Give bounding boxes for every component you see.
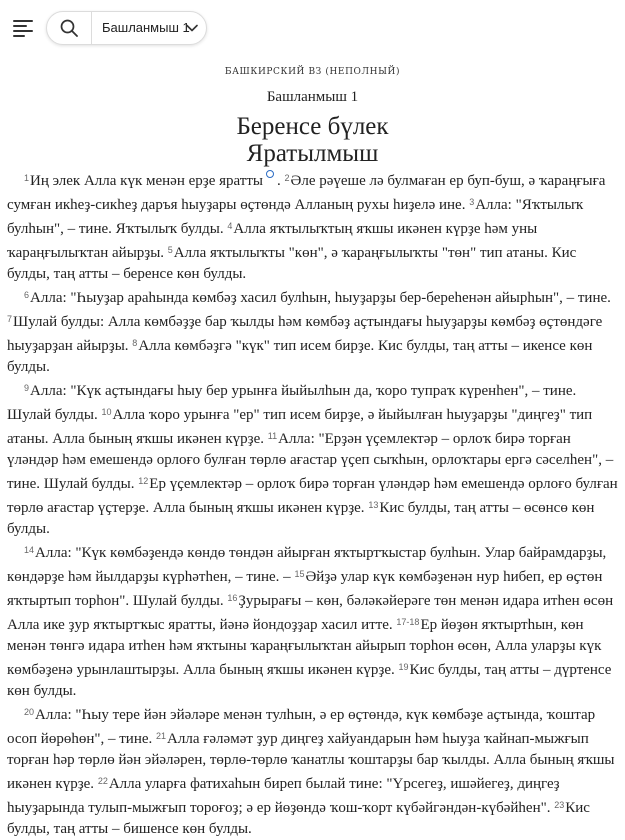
verse-text: Ер үҫемлектәр – орлоҡ бирә торған үләндәр һәм емешендә орлоғо булған төрлө ағастар үҫтерҙе. Алла бының яҡшы икәнен күрҙе. (7, 476, 618, 516)
paragraph (7, 168, 619, 285)
verse-text: Алла: "Яҡтылыҡ булһын", – тине. Яҡтылыҡ булды. (7, 197, 584, 237)
verse-text: Ер йөҙөн яҡтыртһын, көн менән төнгә идара итһен һәм яҡтыны ҡараңғылыҡтан айырып торһон өсөн, Алла уларҙы күк көмбәҙенә урынлаштырҙы. Алла бының яҡшы икәнен күрҙе. (7, 617, 602, 678)
verse-number: 5 (167, 245, 173, 255)
chapter-navigation (46, 11, 207, 45)
verse-number: 22 (97, 776, 108, 786)
verse-text: Алла: "Һыуҙар араһында көмбәҙ хасил булһын, һыуҙарҙы бер-береһенән айырһын", – тине. (30, 290, 611, 306)
chapter-heading: Башланмыш 1 (266, 89, 359, 105)
verse-number: 19 (398, 662, 409, 672)
text-fragment: . (276, 173, 285, 189)
verse-text: Әйҙә улар күк көмбәҙенән нур һибеп, ер өҫтөн яҡтыртып торһон". Шулай булды. (7, 569, 603, 609)
paragraph (7, 285, 619, 378)
verse-text: Алла уларға фатихаһын биреп былай тине: "Үрсегеҙ, ишәйегеҙ, диңгеҙ һыуҙарында тулып-мыжғып тороғоҙ; ә ер йөҙөндә ҡош-ҡорт күбәйгәндән-күбәйһен". (7, 776, 560, 816)
verse-number: 16 (227, 593, 238, 603)
verse-number: 17-18 (396, 617, 420, 627)
menu-icon[interactable] (12, 17, 34, 39)
paragraph (7, 702, 619, 840)
verse-number: 9 (24, 383, 30, 393)
chapter-selector-label: Башланмыш 1 (102, 20, 190, 35)
search-button[interactable] (47, 12, 91, 44)
verse-number: 2 (284, 173, 290, 183)
verse-number: 3 (469, 197, 475, 207)
verse-text: Ҙурырағы – көн, бәләкәйерәге төн менән идара итһен өсөн Алла ике ҙур яҡтыртҡыс яратты, йәнә йондоҙҙар хасил итте. (7, 593, 614, 633)
verse-text: Иң элек Алла күк менән ерҙе яратты (30, 173, 263, 189)
verse-number: 23 (554, 800, 565, 810)
chevron-down-icon (186, 24, 198, 32)
verse-text: Алла яҡтылыҡты "көн", ә ҡараңғылыҡты "төн" тип атаны. Кис булды, таң атты – беренсе көн булды. (7, 245, 577, 282)
verse-text: Кис булды, таң атты – бишенсе көн булды. (7, 800, 590, 837)
verse-number: 14 (24, 545, 35, 555)
section-title-line-1: Беренсе бүлек (236, 113, 389, 140)
verse-number: 10 (101, 407, 112, 417)
section-title (0, 113, 625, 167)
search-icon (60, 19, 78, 37)
verse-number: 11 (267, 431, 278, 441)
verse-text: Алла: "Күк көмбәҙендә көндө төндән айырған яҡтыртҡыстар булһын. Улар байрамдарҙы, көндәрҙе һәм йылдарҙы күрһәтһен, – тине. – (7, 545, 607, 585)
verse-text: Кис булды, таң атты – дүртенсе көн булды. (7, 662, 612, 699)
verse-text: Алла: "Һыу тере йән эйәләре менән тулһын, ә ер өҫтөндә, күк көмбәҙе аҫтында, ҡоштар осоп йөрөһөн", – тине. (7, 707, 596, 747)
section-title-line-2: Яратылмыш (246, 140, 379, 167)
verse-text: Алла: "Күк аҫтындағы һыу бер урынға йыйылһын да, ҡоро тупраҡ күренһен", – тине. Шулай булды. (7, 383, 577, 423)
paragraph (7, 378, 619, 540)
verse-text: Алла: "Ерҙән үҫемлектәр – орлоҡ бирә торған үләндәр һәм емешендә орлоғо булған төрлө ағастар үҫеп сыҡһын, орлоҡтары ергә сәселһен", – тине. Шулай булды. (7, 431, 614, 492)
verse-number: 1 (24, 173, 30, 183)
verse-number: 4 (227, 221, 233, 231)
footnote-marker-icon[interactable] (266, 170, 274, 178)
verse-number: 15 (294, 569, 305, 579)
verse-text: Алла ғәләмәт ҙур диңгеҙ хайуандарын һәм һыуҙа ҡайнап-мыжғып торған һәр төрлө йән эйәләрен, төрлө-төрлө ҡанатлы ҡоштарҙы бар ҡылды. Алла бының яҡшы икәнен күрҙе. (7, 731, 615, 792)
paragraph (7, 540, 619, 702)
bible-version-title: БАШКИРСКИЙ ВЗ (НЕПОЛНЫЙ) (224, 67, 401, 77)
chapter-selector[interactable] (92, 12, 206, 44)
verse-text: Кис булды, таң атты – өсөнсө көн булды. (7, 500, 595, 537)
top-toolbar (0, 0, 625, 58)
verse-number: 21 (156, 731, 167, 741)
chapter-text (7, 168, 619, 840)
verse-number: 12 (138, 476, 149, 486)
verse-text: Шулай булды: Алла көмбәҙҙе бар ҡылды һәм көмбәҙ аҫтындағы һыуҙарҙы көмбәҙ өҫтөндәге һыуҙарҙан айырҙы. (7, 314, 603, 354)
verse-text: Алла ҡоро урынға "ер" тип исем бирҙе, ә йыйылған һыуҙарҙы "диңгеҙ" тип атаны. Алла бының яҡшы икәнен күрҙе. (7, 407, 593, 447)
verse-number: 7 (7, 314, 13, 324)
verse-number: 13 (368, 500, 379, 510)
verse-number: 8 (132, 338, 138, 348)
verse-number: 20 (24, 707, 35, 717)
verse-text: Алла яҡтылыҡтың яҡшы икәнен күрҙе һәм уны ҡараңғылыҡтан айырҙы. (7, 221, 538, 261)
verse-text: Әле рәүеше лә булмаған ер буп-буш, ә ҡараңғыға сумған икһеҙ-сикһеҙ даръя һыуҙары өҫтөндә Алланың рухы һиҙелә ине. (7, 173, 606, 213)
verse-number: 6 (24, 290, 30, 300)
verse-text: Алла көмбәҙгә "күк" тип исем бирҙе. Кис булды, таң атты – икенсе көн булды. (7, 338, 593, 375)
